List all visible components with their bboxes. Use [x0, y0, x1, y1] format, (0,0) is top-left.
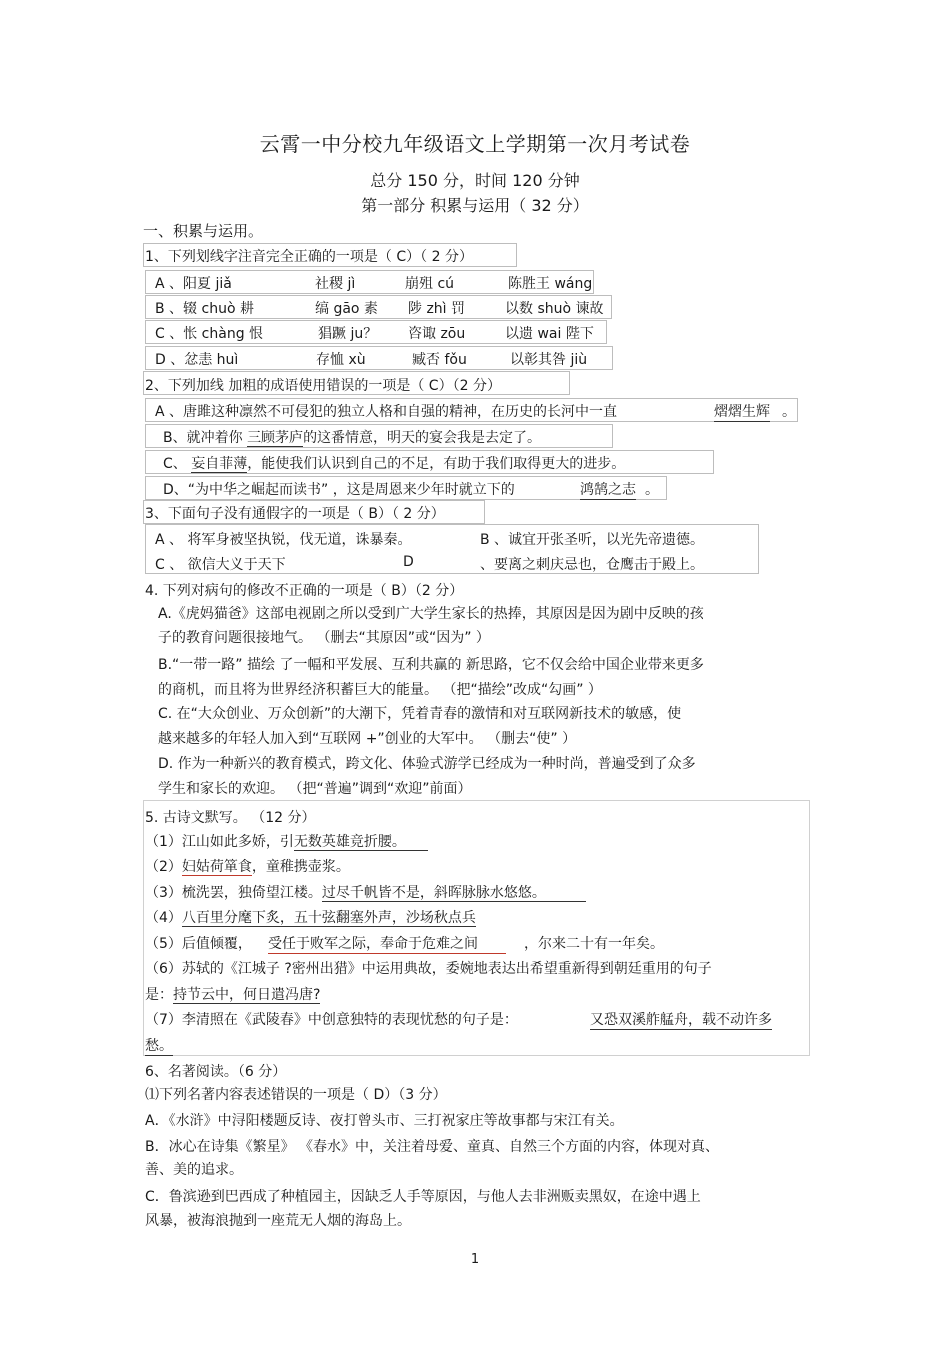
q2-option-d: D、“为中华之崛起而读书” ，这是周恩来少年时就立下的 [163, 482, 515, 498]
q4-line: 子的教育问题很接地气。 （删去“其原因”或“因为” ） [158, 630, 490, 646]
q5-line-7: （7）李清照在《武陵春》中创意独特的表现忧愁的句子是： [145, 1012, 518, 1028]
part-heading: 第一部分 积累与运用（ 32 分） [361, 196, 589, 215]
q2-stem: 2、下列加线 加粗的成语使用错误的一项是（ C）（2 分） [145, 378, 501, 394]
q5-line-7b: 愁。 [145, 1035, 173, 1056]
section-heading: 一、积累与运用。 [143, 222, 264, 240]
q6-option-b: B．冰心在诗集《繁星》 《春水》中，关注着母爱、童真、自然三个方面的内容，体现对真、 [145, 1139, 720, 1155]
q5-line-4: （4）八百里分麾下炙，五十弦翻塞外声，沙场秋点兵 [145, 910, 476, 926]
q2-option-d-idiom: 鸿鹄之志 [580, 479, 636, 500]
q4-line: 的商机，而且将为世界经济积蓄巨大的能量。 （把“描绘”改成“勾画” ） [158, 682, 602, 698]
q3-option-b: B 、诚宜开张圣听，以光先帝遗德。 [480, 532, 705, 548]
q4-line: B.“一带一路” 描绘 了一幅和平发展、互利共赢的 新思路，它不仅会给中国企业带来更多 [158, 657, 704, 673]
q3-option-d-label: D [403, 554, 414, 570]
q3-stem: 3、下面句子没有通假字的一项是（ B）（ 2 分） [145, 506, 445, 522]
q6-option-a: A．《水浒》中浔阳楼题反诗、夜打曾头市、三打祝家庄等故事都与宋江有关。 [145, 1113, 624, 1129]
q6-option-c: C．鲁滨逊到巴西成了种植园主，因缺乏人手等原因，与他人去非洲贩卖黑奴，在途中遇上 [145, 1189, 701, 1205]
q4-stem: 4. 下列对病句的修改不正确的一项是（ B）（2 分） [145, 583, 464, 599]
q4-line: C. 在“大众创业、万众创新”的大潮下，凭着青春的激情和对互联网新技术的敏感，使 [158, 706, 682, 722]
q6-stem: 6、名著阅读。（6 分） [145, 1064, 287, 1080]
q4-line: A.《虎妈猫爸》这部电视剧之所以受到广大学生家长的热捧，其原因是因为剧中反映的孩 [158, 606, 704, 622]
q4-line: 越来越多的年轻人加入到“互联网 +”创业的大军中。 （删去“使” ） [158, 731, 577, 747]
q5-line-5: （5）后值倾覆， [145, 936, 252, 952]
q5-line-6: （6）苏轼的《江城子 ?密州出猎》中运用典故，委婉地表达出希望重新得到朝廷重用的句子 [145, 961, 712, 977]
exam-title: 云霄一中分校九年级语文上学期第一次月考试卷 [259, 132, 691, 156]
q5-line-5-post: ，尔来二十有一年矣。 [524, 936, 664, 952]
q2-option-d-end: 。 [645, 482, 659, 498]
q3-option-a: A 、 将军身被坚执锐，伐无道，诛暴秦。 [155, 532, 412, 548]
q2-option-a-end: 。 [782, 404, 796, 420]
q6-option-c-cont: 风暴，被海浪抛到一座荒无人烟的海岛上。 [145, 1213, 411, 1229]
q5-line-1: （1）江山如此多娇，引无数英雄竞折腰。 [145, 831, 428, 851]
q4-line: 学生和家长的欢迎。 （把“普遍”调到“欢迎”前面） [158, 781, 472, 797]
q2-option-b: B、就冲着你 三顾茅庐的这番情意，明天的宴会我是去定了。 [163, 430, 542, 446]
q5-line-3: （3）梳洗罢，独倚望江楼。过尽千帆皆不是，斜晖脉脉水悠悠。 [145, 882, 586, 902]
score-time: 总分 150 分，时间 120 分钟 [370, 171, 580, 190]
q1-stem: 1、下列划线字注音完全正确的一项是（ C）（ 2 分） [145, 249, 473, 265]
q5-line-7-answer: 又恐双溪舴艋舟，载不动许多 [590, 1009, 772, 1030]
q5-line-6b: 是：持节云中，何日遣冯唐? [145, 987, 321, 1003]
q4-line: D. 作为一种新兴的教育模式，跨文化、体验式游学已经成为一种时尚，普遍受到了众多 [158, 756, 696, 772]
page-number: 1 [470, 1252, 480, 1267]
q5-line-2: （2）妇姑荷箪食，童稚携壶浆。 [145, 859, 350, 875]
q5-line-5-answer: 受任于败军之际，奉命于危难之间 [268, 933, 506, 954]
q6-sub1: ⑴下列名著内容表述错误的一项是（ D）（3 分） [145, 1087, 447, 1103]
q6-option-b-cont: 善、美的追求。 [145, 1162, 243, 1178]
q2-option-a-idiom: 熠熠生辉 [714, 401, 770, 422]
q2-option-c: C、 妄自菲薄，能使我们认识到自己的不足，有助于我们取得更大的进步。 [163, 456, 626, 472]
q5-stem: 5. 古诗文默写。 （12 分） [145, 810, 316, 826]
q3-option-d: 、要离之刺庆忌也，仓鹰击于殿上。 [480, 557, 704, 573]
q2-option-a: A 、唐雎这种凛然不可侵犯的独立人格和自强的精神，在历史的长河中一直 [155, 404, 618, 420]
q3-option-c: C 、 欲信大义于天下 [155, 557, 286, 573]
